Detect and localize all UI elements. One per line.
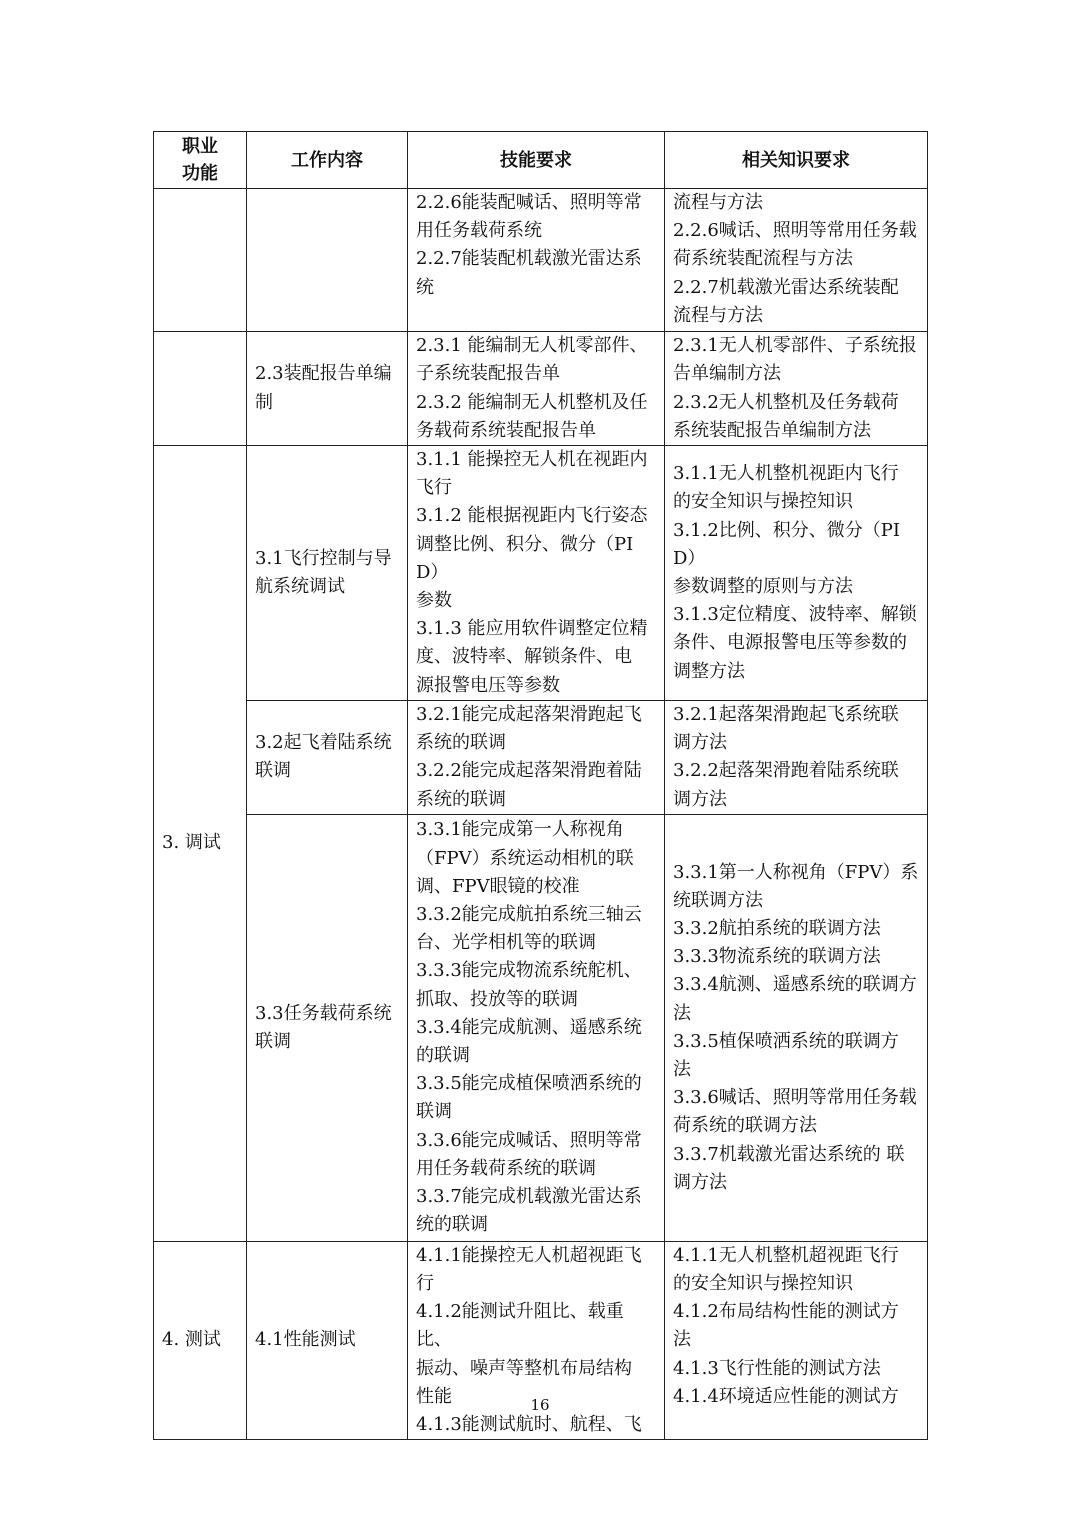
knowledge-cell: 3.3.1第一人称视角（FPV）系 统联调方法 3.3.2航拍系统的联调方法 3.3.3物流系统的联调方法 3.3.4航测、遥感系统的联调方 法 3.3.5植保喷洒系统的联调方 法 3.3.6喊话、照明等常用任务载 荷系统的联调方法 3.3.7机载激光雷达系统的 联 调方法: [665, 814, 928, 1241]
knowledge-cell: 3.2.1起落架滑跑起飞系统联 调方法 3.2.2起落架滑跑着陆系统联 调方法: [665, 700, 928, 814]
work-cell: [247, 189, 408, 332]
header-function: 职业 功能: [154, 132, 247, 189]
skills-cell: 2.3.1 能编制无人机零部件、 子系统装配报告单 2.3.2 能编制无人机整机及任 务载荷系统装配报告单: [408, 332, 665, 446]
work-cell: 3.1飞行控制与导 航系统调试: [247, 446, 408, 701]
header-work-content: 工作内容: [247, 132, 408, 189]
skills-cell: 3.2.1能完成起落架滑跑起飞 系统的联调 3.2.2能完成起落架滑跑着陆 系统的联调: [408, 700, 665, 814]
work-cell: 2.3装配报告单编 制: [247, 332, 408, 446]
table-row: [154, 332, 928, 446]
knowledge-cell: 2.3.1无人机零部件、子系统报 告单编制方法 2.3.2无人机整机及任务载荷 系统装配报告单编制方法: [665, 332, 928, 446]
function-cell: 4. 测试: [154, 1241, 247, 1439]
skills-cell: 4.1.1能操控无人机超视距飞 行 4.1.2能测试升阻比、载重比、 振动、噪声等整机布局结构 性能 4.1.3能测试航时、航程、飞: [408, 1241, 665, 1439]
knowledge-cell: 3.1.1无人机整机视距内飞行 的安全知识与操控知识 3.1.2比例、积分、微分（PID） 参数调整的原则与方法 3.1.3定位精度、波特率、解锁 条件、电源报警电压等参数的 调整方法: [665, 446, 928, 701]
knowledge-cell: 4.1.1无人机整机超视距飞行 的安全知识与操控知识 4.1.2布局结构性能的测试方 法 4.1.3飞行性能的测试方法 4.1.4环境适应性能的测试方: [665, 1241, 928, 1439]
table-row: [154, 814, 928, 1241]
header-knowledge: 相关知识要求: [665, 132, 928, 189]
header-row: [154, 132, 928, 189]
skills-cell: 3.1.1 能操控无人机在视距内 飞行 3.1.2 能根据视距内飞行姿态 调整比例、积分、微分（PID） 参数 3.1.3 能应用软件调整定位精 度、波特率、解锁条件、电 源报警电压等参数: [408, 446, 665, 701]
page-number: 16: [530, 1396, 550, 1414]
function-cell: 3. 调试: [154, 446, 247, 1242]
table-row: [154, 700, 928, 814]
work-cell: 3.2起飞着陆系统 联调: [247, 700, 408, 814]
header-skills: 技能要求: [408, 132, 665, 189]
table-row: [154, 446, 928, 701]
function-cell: [154, 189, 247, 332]
skills-cell: 3.3.1能完成第一人称视角 （FPV）系统运动相机的联 调、FPV眼镜的校准 3.3.2能完成航拍系统三轴云 台、光学相机等的联调 3.3.3能完成物流系统舵机、 抓取、投放等的联调 3.3.4能完成航测、遥感系统 的联调 3.3.5能完成植保喷洒系统的 联调 3.3.6能完成喊话、照明等常 用任务载荷系统的联调 3.3.7能完成机载激光雷达系 统的联调: [408, 814, 665, 1241]
work-cell: 3.3任务载荷系统 联调: [247, 814, 408, 1241]
function-cell: [154, 332, 247, 446]
work-cell: 4.1性能测试: [247, 1241, 408, 1439]
knowledge-cell: 流程与方法 2.2.6喊话、照明等常用任务载 荷系统装配流程与方法 2.2.7机载激光雷达系统装配 流程与方法: [665, 189, 928, 332]
table-row: [154, 189, 928, 332]
requirements-table: [153, 131, 928, 1440]
skills-cell: 2.2.6能装配喊话、照明等常 用任务载荷系统 2.2.7能装配机载激光雷达系 统: [408, 189, 665, 332]
